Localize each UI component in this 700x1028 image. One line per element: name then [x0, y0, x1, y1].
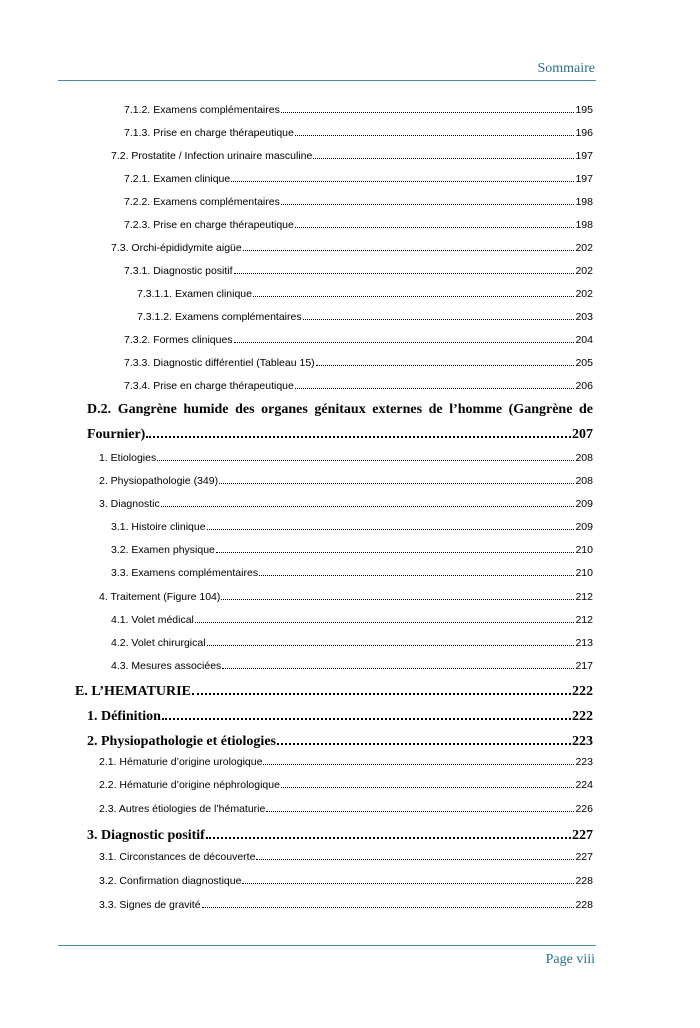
- toc-entry[interactable]: [99, 474, 593, 488]
- toc-entry[interactable]: [99, 497, 593, 511]
- toc-entry-page: 209: [575, 521, 593, 533]
- toc-entry-title: 3.3. Signes de gravité: [99, 899, 201, 911]
- toc-entry-title: 2.3. Autres étiologies de l’hématurie: [99, 803, 266, 815]
- toc-section-title-cont: Fournier): [87, 427, 146, 442]
- toc-entry[interactable]: [137, 287, 593, 301]
- toc-entry-title: 7.2. Prostatite / Infection urinaire masculine: [111, 150, 313, 162]
- toc-entry[interactable]: [124, 195, 593, 209]
- header-rule: [58, 80, 596, 81]
- toc-entry-page: 202: [575, 265, 593, 277]
- toc-entry-page: 197: [575, 150, 593, 162]
- toc-entry-page: 205: [575, 357, 593, 369]
- toc-entry-title: 3. Diagnostic positif: [87, 828, 205, 843]
- toc-entry-page: 212: [575, 591, 593, 603]
- toc-entry-page: 197: [575, 173, 593, 185]
- toc-entry-title: 7.3.1.1. Examen clinique: [137, 288, 252, 300]
- toc-entry-page: 210: [575, 567, 593, 579]
- toc-entry-page: 227: [575, 851, 593, 863]
- toc-entry-title: 2. Physiopathologie et étiologies: [87, 734, 276, 749]
- toc-entry-page: 195: [575, 104, 593, 116]
- toc-entry-title: 1. Etiologies: [99, 452, 157, 464]
- toc-entry[interactable]: [111, 241, 593, 255]
- toc-entry-title: 3. Diagnostic: [99, 498, 160, 510]
- toc-entry[interactable]: [111, 543, 593, 557]
- toc-entry-title: 2.2. Hématurie d’origine néphrologique: [99, 779, 280, 791]
- toc-entry-title: 4.2. Volet chirurgical: [111, 637, 206, 649]
- toc-entry[interactable]: [99, 590, 593, 604]
- toc-entry-title: 7.3. Orchi-épididymite aigüe: [111, 242, 242, 254]
- toc-entry-page: 208: [575, 452, 593, 464]
- toc-entry-physiopathologie[interactable]: [87, 731, 593, 750]
- toc-entry[interactable]: [111, 636, 593, 650]
- toc-entry-page: 228: [575, 875, 593, 887]
- toc-entry-title: 3.3. Examens complémentaires: [111, 567, 259, 579]
- toc-entry-title: 3.1. Circonstances de découverte: [99, 851, 256, 863]
- toc-entry-title: 7.3.1. Diagnostic positif: [124, 265, 233, 277]
- toc-entry[interactable]: [111, 613, 593, 627]
- toc-entry-page: 223: [572, 734, 593, 749]
- toc-entry[interactable]: [137, 310, 593, 324]
- toc-entry-page: 204: [575, 334, 593, 346]
- toc-entry-page: 213: [575, 637, 593, 649]
- toc-entry-diagnostic-positif[interactable]: [87, 825, 593, 844]
- toc-entry[interactable]: [124, 333, 593, 347]
- toc-entry-page: 226: [575, 803, 593, 815]
- toc-entry-title: 7.3.4. Prise en charge thérapeutique: [124, 380, 294, 392]
- toc-section-d2[interactable]: [87, 397, 593, 447]
- toc-entry-title: 1. Définition: [87, 709, 161, 724]
- toc-entry-title: 4.1. Volet médical: [111, 614, 194, 626]
- toc-entry-title: 3.1. Histoire clinique: [111, 521, 206, 533]
- toc-entry[interactable]: [124, 103, 593, 117]
- page-number: Page viii: [545, 952, 595, 967]
- toc-entry-page: 222: [572, 709, 593, 724]
- toc-entry[interactable]: [99, 451, 593, 465]
- toc-entry-page: 202: [575, 242, 593, 254]
- toc-entry[interactable]: [99, 778, 593, 792]
- toc-entry-title: 7.2.2. Examens complémentaires: [124, 196, 280, 208]
- toc-entry-page: 210: [575, 544, 593, 556]
- toc-entry[interactable]: [99, 850, 593, 864]
- toc-entry-page: 217: [575, 660, 593, 672]
- running-header-title: Sommaire: [537, 61, 595, 76]
- toc-entry-title: E. L’HEMATURIE: [75, 684, 191, 699]
- toc-entry-page: 206: [575, 380, 593, 392]
- toc-entry[interactable]: [124, 126, 593, 140]
- toc-entry-page: 227: [572, 828, 593, 843]
- toc-entry[interactable]: [111, 659, 593, 673]
- toc-entry-title: 7.2.1. Examen clinique: [124, 173, 231, 185]
- toc-entry[interactable]: [99, 755, 593, 769]
- toc-entry-definition[interactable]: [87, 706, 593, 725]
- toc-entry[interactable]: [124, 172, 593, 186]
- toc-entry[interactable]: [99, 874, 593, 888]
- toc-entry-title: 2. Physiopathologie (349): [99, 475, 219, 487]
- toc-entry[interactable]: [124, 264, 593, 278]
- toc-entry-page: 224: [575, 779, 593, 791]
- toc-entry-page: 223: [575, 756, 593, 768]
- toc-entry-title: 7.2.3. Prise en charge thérapeutique: [124, 219, 294, 231]
- toc-entry-title: 4.3. Mesures associées: [111, 660, 222, 672]
- toc-entry[interactable]: [99, 898, 593, 912]
- toc-entry-title: 7.3.3. Diagnostic différentiel (Tableau 15): [124, 357, 315, 369]
- toc-entry-page: 203: [575, 311, 593, 323]
- toc-entry-page: 222: [572, 684, 593, 699]
- toc-entry-title: 7.3.2. Formes cliniques: [124, 334, 233, 346]
- toc-entry-title: 3.2. Confirmation diagnostique: [99, 875, 242, 887]
- toc-entry-title: 7.3.1.2. Examens complémentaires: [137, 311, 302, 323]
- toc-section-e[interactable]: [75, 681, 593, 700]
- toc-entry[interactable]: [124, 218, 593, 232]
- toc-entry-page: 202: [575, 288, 593, 300]
- toc-entry-title: 7.1.2. Examens complémentaires: [124, 104, 280, 116]
- toc-entry-page: 212: [575, 614, 593, 626]
- toc-entry[interactable]: [111, 149, 593, 163]
- toc-entry-title: 7.1.3. Prise en charge thérapeutique: [124, 127, 294, 139]
- toc-section-page: 207: [572, 427, 593, 442]
- toc-entry[interactable]: [111, 566, 593, 580]
- toc-entry-page: 209: [575, 498, 593, 510]
- toc-entry-title: 3.2. Examen physique: [111, 544, 215, 556]
- toc-section-title: D.2. Gangrène humide des organes génitaux externes de l’homme (Gangrène de: [87, 402, 593, 417]
- toc-entry-title: 4. Traitement (Figure 104): [99, 591, 221, 603]
- toc-entry-page: 196: [575, 127, 593, 139]
- toc-entry[interactable]: [124, 356, 593, 370]
- toc-entry-page: 198: [575, 219, 593, 231]
- toc-entry-page: 198: [575, 196, 593, 208]
- toc-entry[interactable]: [124, 379, 593, 393]
- footer-rule: [58, 945, 596, 946]
- toc-entry-title: 2.1. Hématurie d’origine urologique: [99, 756, 263, 768]
- toc-entry-page: 228: [575, 899, 593, 911]
- toc-entry[interactable]: [99, 802, 593, 816]
- toc-entry[interactable]: [111, 520, 593, 534]
- toc-entry-page: 208: [575, 475, 593, 487]
